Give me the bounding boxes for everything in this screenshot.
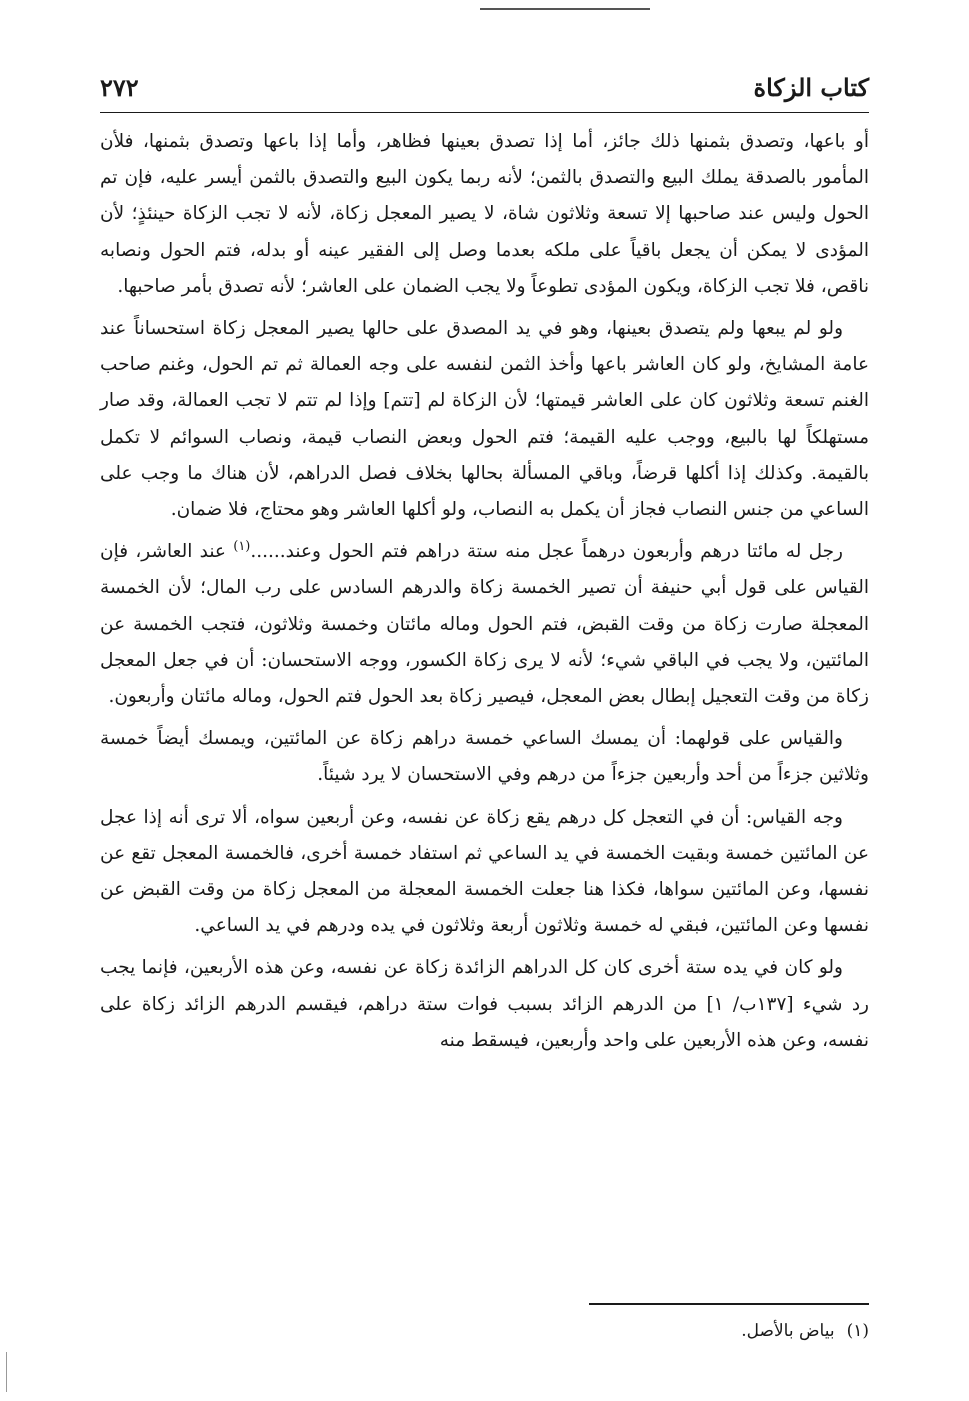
paragraph-with-footnote [100, 534, 869, 715]
body-text [100, 124, 869, 1065]
top-decorative-rule [480, 8, 650, 10]
footnote-text: بياض بالأصل. [741, 1321, 835, 1341]
paragraph: أو باعها، وتصدق بثمنها ذلك جائز، أما إذا تصدق بعينها فظاهر، وأما إذا باعها وتصدق بثمنها، فلأن المأمور بالصدقة يملك البيع والتصدق بالثمن؛ لأنه ربما يكون البيع والتصدق بالثمن أيسر عليه، فإن تم الحول وليس عند صاحبها إلا تسعة وثلاثون شاة، لا يصير المعجل زكاة، لأنه لا تجب الزكاة حينئذٍ؛ لأن المؤدى لا يمكن أن يجعل باقياً على ملكه بعدما وصل إلى الفقير عينه أو بدله، فتم الحول ونصابه ناقص، فلا تجب الزكاة، ويكون المؤدى تطوعاً ولا يجب الضمان على العاشر؛ لأنه تصدق بأمر صاحبها. [100, 131, 869, 297]
paragraph: وجه القياس: أن في التعجل كل درهم يقع زكاة عن نفسه، وعن أربعين سواه، ألا ترى أنه إذا عجل عن المائتين خمسة وبقيت الخمسة في يد الساعي ثم استفاد خمسة أخرى، فالخمسة المعجل تقع عن نفسها، وعن المائتين سواها، فكذا هنا جعلت الخمسة المعجلة من المعجل زكاة من وقت القبض عن نفسها وعن المائتين، فبقي له خمسة وثلاثون أربعة وثلاثون في يده ودرهم في يد الساعي. [100, 806, 869, 937]
paragraph: ولو لم يبعها ولم يتصدق بعينها، وهو في يد المصدق على حالها يصير المعجل زكاة استحساناً عند عامة المشايخ، ولو كان العاشر باعها وأخذ الثمن لنفسه على وجه العمالة ثم تم الحول، وغنم صاحب الغنم تسعة وثلاثون كان على العاشر قيمتها؛ لأن الزكاة لم [تتم] وإذا لم تتم لا تجب العمالة، وقد صار مستهلكاً لها بالبيع، ووجب عليه القيمة؛ فتم الحول وبعض النصاب قيمة، ونصاب السوائم لا تكمل بالقيمة. وكذلك إذا أكلها قرضاً، وباقي المسألة بحالها بخلاف فصل الدراهم، لأن هناك ما وجب على الساعي من جنس النصاب فجاز أن يكمل به النصاب، ولو أكلها العاشر وهو محتاج، فلا ضمان. [100, 318, 869, 521]
footnote-number: (١) [846, 1321, 869, 1341]
footnote [100, 1318, 869, 1344]
paragraph-text: رجل له مائتا درهم وأربعون درهماً عجل منه ستة دراهم فتم الحول وعند...... [250, 541, 843, 563]
page-number: ٢٧٢ [100, 72, 139, 102]
paragraph: ولو كان في يده ستة أخرى كان كل الدراهم الزائدة زكاة عن نفسه، وعن هذه الأربعين، فإنما يجب رد شيء [١٣٧ب/ ١] من الدرهم الزائد بسبب فوات ستة دراهم، فيقسم الدرهم الزائد زكاة على نفسه، وعن هذه الأربعين على واحد وأربعين، فيسقط منه [100, 957, 869, 1051]
footnote-separator [589, 1303, 869, 1305]
paragraph-text: عند العاشر، فإن القياس على قول أبي حنيفة أن تصير الخمسة زكاة والدرهم السادس على رب المال؛ لأن الخمسة المعجلة صارت زكاة من وقت القبض، فتم الحول وماله مائتان وخمسة وثلاثون، فتجب الخمسة عن المائتين، ولا يجب في الباقي شيء؛ لأنه لا يرى زكاة الكسور، ووجه الاستحسان: أن في جعل المعجل زكاة من وقت التعجيل إبطال بعض المعجل، فيصير زكاة بعد الحول فتم الحول، وماله مائتان وأربعون. [100, 541, 869, 708]
paragraph: والقياس على قولهما: أن يمسك الساعي خمسة دراهم زكاة عن المائتين، ويمسك أيضاً خمسة وثلاثين جزءاً من أحد وأربعين جزءاً من درهم وفي الاستحسان لا يرد شيئاً. [100, 728, 869, 786]
footnote-reference[interactable]: (١) [233, 539, 251, 555]
scan-edge-mark [6, 1352, 7, 1392]
page-header [100, 62, 869, 113]
running-title: كتاب الزكاة [753, 72, 869, 102]
